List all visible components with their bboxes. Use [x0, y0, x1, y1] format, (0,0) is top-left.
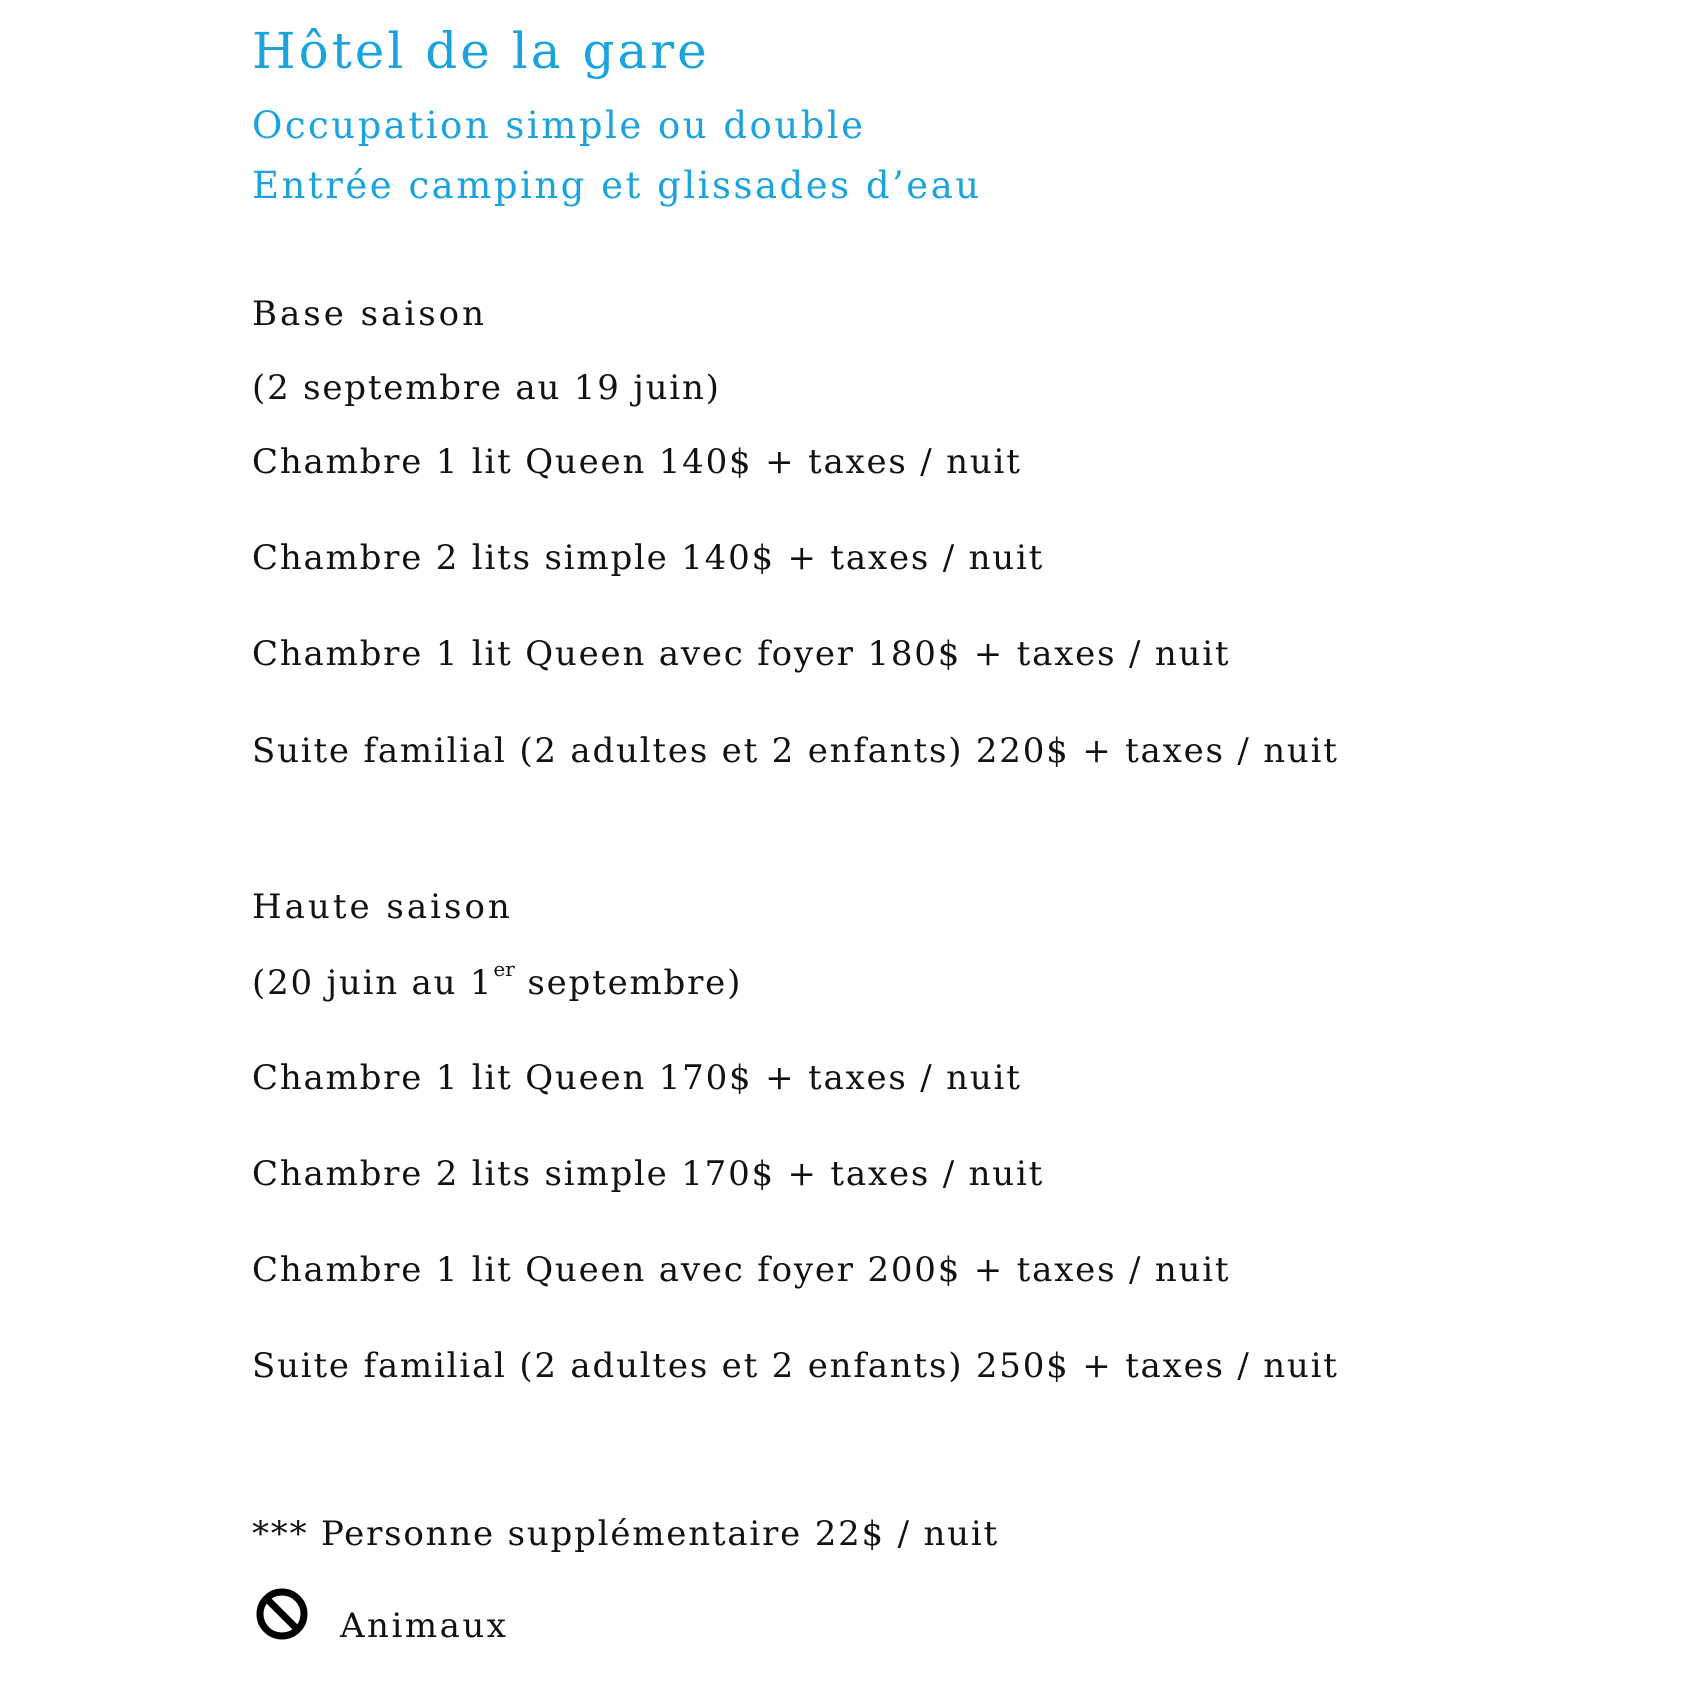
no-symbol-icon — [256, 1588, 308, 1640]
base-season-heading: Base saison — [252, 294, 488, 334]
pets-label: Animaux — [340, 1606, 509, 1646]
base-rate-item: Suite familial (2 adultes et 2 enfants) 220$ + taxes / nuit — [252, 731, 1339, 771]
high-season-dates-start: (20 juin au 1 — [252, 963, 494, 1003]
high-rate-item: Suite familial (2 adultes et 2 enfants) 250$ + taxes / nuit — [252, 1346, 1339, 1386]
high-rate-item: Chambre 2 lits simple 170$ + taxes / nuit — [252, 1154, 1045, 1194]
extra-person-note: *** Personne supplémentaire 22$ / nuit — [252, 1514, 999, 1554]
included-access-subtitle: Entrée camping et glissades d’eau — [252, 164, 982, 207]
base-rate-item: Chambre 1 lit Queen avec foyer 180$ + taxes / nuit — [252, 634, 1231, 674]
high-rate-item: Chambre 1 lit Queen 170$ + taxes / nuit — [252, 1058, 1022, 1098]
base-season-dates: (2 septembre au 19 juin) — [252, 368, 721, 408]
ordinal-superscript: er — [493, 957, 515, 981]
high-season-dates — [252, 957, 743, 1003]
high-season-heading: Haute saison — [252, 887, 513, 927]
occupancy-subtitle: Occupation simple ou double — [252, 104, 866, 147]
base-rate-item: Chambre 1 lit Queen 140$ + taxes / nuit — [252, 442, 1022, 482]
hotel-title: Hôtel de la gare — [252, 22, 710, 80]
base-rate-item: Chambre 2 lits simple 140$ + taxes / nuit — [252, 538, 1045, 578]
high-season-dates-end: septembre) — [514, 963, 743, 1003]
high-rate-item: Chambre 1 lit Queen avec foyer 200$ + taxes / nuit — [252, 1250, 1231, 1290]
